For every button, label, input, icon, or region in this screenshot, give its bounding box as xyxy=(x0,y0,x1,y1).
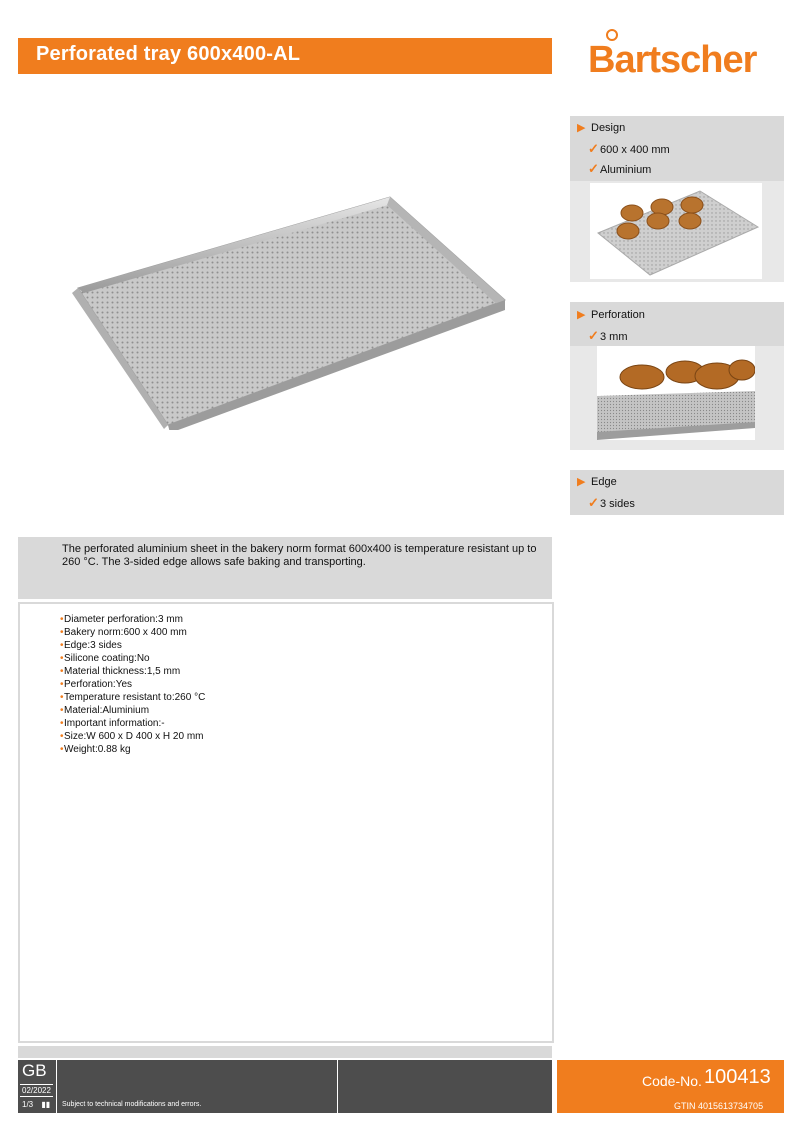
feature-label: Weight: xyxy=(64,744,98,755)
feature-item xyxy=(60,743,205,756)
triangle-right-icon: ▶ xyxy=(577,309,586,321)
feature-value: 260 °C xyxy=(174,692,206,703)
footer-blank-block xyxy=(338,1060,552,1113)
page-count: 1/3 ▮▮ xyxy=(22,1100,51,1109)
feature-item xyxy=(60,626,205,639)
code-number: 100413 xyxy=(704,1066,771,1088)
gtin: GTIN 4015613734705 xyxy=(674,1101,764,1111)
perforation-photo xyxy=(597,346,755,440)
feature-label: Material: xyxy=(64,705,103,716)
product-image xyxy=(60,185,520,430)
feature-label: Silicone coating: xyxy=(64,653,137,664)
perforation-heading: ▶ Perforation xyxy=(577,309,645,321)
design-item-material: ✓Aluminium xyxy=(588,161,652,176)
feature-item xyxy=(60,639,205,652)
feature-value: 0.88 kg xyxy=(97,744,131,755)
footer-note: Subject to technical modifications and errors. xyxy=(62,1101,202,1108)
perforation-item: ✓3 mm xyxy=(588,328,628,343)
language-code: GB xyxy=(22,1061,47,1080)
features-list xyxy=(60,613,205,756)
check-icon: ✓ xyxy=(588,328,599,343)
feature-label: Perforation: xyxy=(64,679,116,690)
check-icon: ✓ xyxy=(588,141,599,156)
feature-item xyxy=(60,613,205,626)
feature-value: 1,5 mm xyxy=(146,666,181,677)
document-date: 02/2022 xyxy=(22,1086,51,1095)
design-photo xyxy=(590,183,762,279)
code-label: Code-No. xyxy=(642,1073,702,1089)
feature-item xyxy=(60,665,205,678)
feature-item xyxy=(60,678,205,691)
bullet-icon: • xyxy=(60,718,64,729)
feature-label: Bakery norm: xyxy=(64,627,124,638)
feature-label: Edge: xyxy=(64,640,91,651)
bullet-icon: • xyxy=(60,679,64,690)
feature-item xyxy=(60,717,205,730)
feature-item xyxy=(60,704,205,717)
bullet-icon: • xyxy=(60,653,64,664)
bullet-icon: • xyxy=(60,705,64,716)
feature-value: Aluminium xyxy=(102,705,150,716)
feature-label: Important information: xyxy=(64,718,162,729)
bullet-icon: • xyxy=(60,640,64,651)
feature-label: Diameter perforation: xyxy=(64,614,158,625)
bullet-icon: • xyxy=(60,627,64,638)
bullet-icon: • xyxy=(60,744,64,755)
edge-heading: ▶ Edge xyxy=(577,476,617,488)
page-title: Perforated tray 600x400-AL xyxy=(36,43,301,65)
book-icon: ▮▮ xyxy=(41,1100,51,1109)
feature-value: W 600 x D 400 x H 20 mm xyxy=(86,731,204,742)
feature-item xyxy=(60,691,205,704)
feature-item xyxy=(60,730,205,743)
feature-value: - xyxy=(161,718,165,729)
feature-label: Size: xyxy=(64,731,87,742)
feature-value: No xyxy=(136,653,150,664)
feature-value: 3 mm xyxy=(157,614,183,625)
brand-logo xyxy=(586,26,766,86)
svg-text:Bartscher: Bartscher xyxy=(588,39,757,81)
bullet-icon: • xyxy=(60,614,64,625)
feature-item xyxy=(60,652,205,665)
design-heading: ▶ Design xyxy=(577,122,626,134)
feature-label: Temperature resistant to: xyxy=(64,692,175,703)
triangle-right-icon: ▶ xyxy=(577,476,586,488)
feature-value: 3 sides xyxy=(90,640,122,651)
feature-label: Material thickness: xyxy=(64,666,147,677)
check-icon: ✓ xyxy=(588,495,599,510)
edge-item: ✓3 sides xyxy=(588,495,635,510)
triangle-right-icon: ▶ xyxy=(577,122,586,134)
description-text: The perforated aluminium sheet in the bakery norm format 600x400 is temperature resistant up to 260 °C. The 3-sided edge allows safe baking and transporting. xyxy=(62,543,537,568)
footer-strip xyxy=(18,1046,552,1058)
check-icon: ✓ xyxy=(588,161,599,176)
feature-value: 600 x 400 mm xyxy=(123,627,187,638)
bullet-icon: • xyxy=(60,666,64,677)
bullet-icon: • xyxy=(60,731,64,742)
bullet-icon: • xyxy=(60,692,64,703)
feature-value: Yes xyxy=(115,679,133,690)
design-item-size: ✓600 x 400 mm xyxy=(588,141,670,156)
